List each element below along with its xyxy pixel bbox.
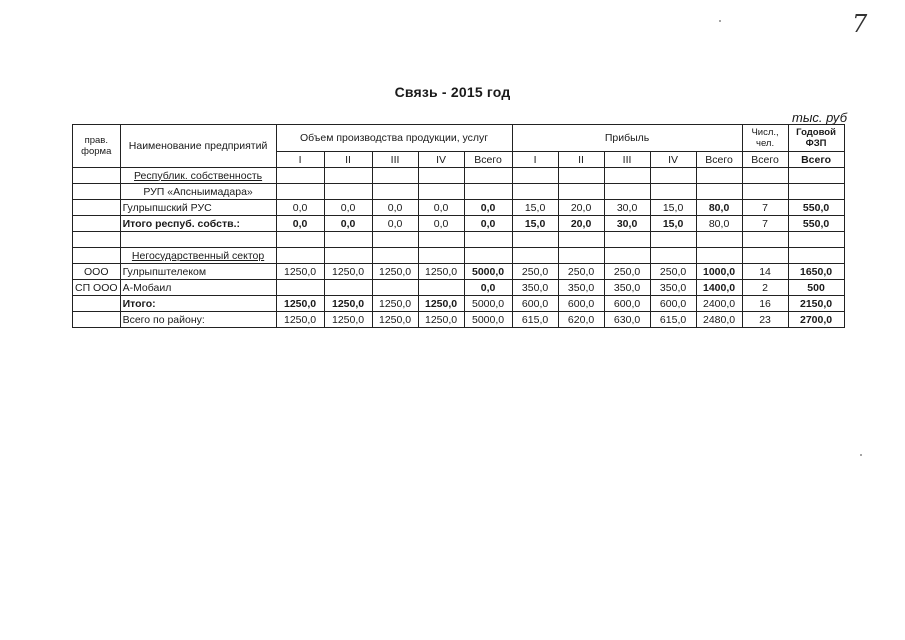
profit-q3: 600,0 [604, 296, 650, 312]
spacer-row [73, 232, 845, 248]
profit-total: 1400,0 [696, 280, 742, 296]
profit-q3: 350,0 [604, 280, 650, 296]
row-name: Итого респуб. собств.: [120, 216, 276, 232]
vol-q2: 0,0 [324, 200, 372, 216]
row-name: Гулрыпштелеком [120, 264, 276, 280]
table-row [73, 296, 845, 312]
profit-q2: 620,0 [558, 312, 604, 328]
section-nongov: Негосударственный сектор [120, 248, 276, 264]
header-prav-forma: прав. форма [73, 125, 121, 168]
vol-total: 5000,0 [464, 264, 512, 280]
unit-label: тыс. руб [792, 110, 848, 125]
profit-q2: 350,0 [558, 280, 604, 296]
profit-total: 80,0 [696, 200, 742, 216]
vol-q2-header: II [324, 152, 372, 168]
vol-q1: 1250,0 [276, 296, 324, 312]
report-table [72, 124, 845, 328]
vol-q3: 0,0 [372, 216, 418, 232]
profit-q4: 600,0 [650, 296, 696, 312]
scan-speck [719, 20, 721, 22]
profit-q4: 250,0 [650, 264, 696, 280]
profit-q2: 250,0 [558, 264, 604, 280]
section-republic: Республик. собственность [120, 168, 276, 184]
vol-q1: 1250,0 [276, 264, 324, 280]
header-fzp [788, 125, 844, 152]
profit-total: 2400,0 [696, 296, 742, 312]
fzp: 2700,0 [788, 312, 844, 328]
profit-q1: 615,0 [512, 312, 558, 328]
row-form [73, 200, 121, 216]
table-row [73, 312, 845, 328]
section-row-rup [73, 184, 845, 200]
header-profit: Прибыль [512, 125, 742, 152]
fzp: 550,0 [788, 200, 844, 216]
profit-q1: 350,0 [512, 280, 558, 296]
table-row [73, 200, 845, 216]
header-fzp-line1: Годовой [796, 127, 836, 138]
profit-total-header: Всего [696, 152, 742, 168]
vol-total: 0,0 [464, 200, 512, 216]
document-title: Связь - 2015 год [394, 84, 511, 100]
vol-q1-header: I [276, 152, 324, 168]
vol-q1: 1250,0 [276, 312, 324, 328]
vol-q4 [418, 280, 464, 296]
headcount: 2 [742, 280, 788, 296]
scan-speck [860, 454, 862, 456]
profit-q2: 600,0 [558, 296, 604, 312]
profit-q2: 20,0 [558, 216, 604, 232]
vol-q4-header: IV [418, 152, 464, 168]
profit-q4: 15,0 [650, 216, 696, 232]
vol-total: 0,0 [464, 216, 512, 232]
profit-q3: 630,0 [604, 312, 650, 328]
profit-q3: 30,0 [604, 216, 650, 232]
vol-q3: 1250,0 [372, 264, 418, 280]
headcount: 14 [742, 264, 788, 280]
row-form: СП ООО [73, 280, 121, 296]
profit-total: 1000,0 [696, 264, 742, 280]
profit-q4: 350,0 [650, 280, 696, 296]
headcount-total-header: Всего [742, 152, 788, 168]
vol-q2: 1250,0 [324, 296, 372, 312]
vol-total: 0,0 [464, 280, 512, 296]
profit-q1: 250,0 [512, 264, 558, 280]
profit-total: 80,0 [696, 216, 742, 232]
header-fzp-line2: ФЗП [805, 138, 827, 149]
fzp: 550,0 [788, 216, 844, 232]
vol-q3-header: III [372, 152, 418, 168]
header-name: Наименование предприятий [120, 125, 276, 168]
fzp: 500 [788, 280, 844, 296]
vol-total: 5000,0 [464, 296, 512, 312]
header-headcount: Числ., чел. [742, 125, 788, 152]
row-name: А-Мобаил [120, 280, 276, 296]
profit-q3-header: III [604, 152, 650, 168]
fzp-total-header: Всего [788, 152, 844, 168]
vol-q1: 0,0 [276, 200, 324, 216]
section-row-republic [73, 168, 845, 184]
profit-q4-header: IV [650, 152, 696, 168]
vol-q2: 0,0 [324, 216, 372, 232]
vol-total-header: Всего [464, 152, 512, 168]
vol-q1 [276, 280, 324, 296]
row-name: Итого: [120, 296, 276, 312]
profit-q1: 15,0 [512, 200, 558, 216]
headcount: 7 [742, 200, 788, 216]
profit-q3: 30,0 [604, 200, 650, 216]
row-name: Всего по району: [120, 312, 276, 328]
profit-q4: 15,0 [650, 200, 696, 216]
vol-total: 5000,0 [464, 312, 512, 328]
profit-total: 2480,0 [696, 312, 742, 328]
vol-q2: 1250,0 [324, 312, 372, 328]
row-form [73, 312, 121, 328]
section-row-nongov [73, 248, 845, 264]
page-number: 7 [852, 10, 868, 38]
row-form: ООО [73, 264, 121, 280]
vol-q2: 1250,0 [324, 264, 372, 280]
fzp: 2150,0 [788, 296, 844, 312]
vol-q3: 1250,0 [372, 312, 418, 328]
profit-q2: 20,0 [558, 200, 604, 216]
row-form [73, 296, 121, 312]
headcount: 23 [742, 312, 788, 328]
row-form [73, 216, 121, 232]
vol-q4: 1250,0 [418, 312, 464, 328]
profit-q4: 615,0 [650, 312, 696, 328]
table-row [73, 216, 845, 232]
header-row-1 [73, 125, 845, 152]
vol-q1: 0,0 [276, 216, 324, 232]
vol-q4: 1250,0 [418, 296, 464, 312]
fzp: 1650,0 [788, 264, 844, 280]
profit-q2-header: II [558, 152, 604, 168]
vol-q3: 0,0 [372, 200, 418, 216]
profit-q3: 250,0 [604, 264, 650, 280]
profit-q1-header: I [512, 152, 558, 168]
table-row [73, 264, 845, 280]
vol-q2 [324, 280, 372, 296]
vol-q4: 1250,0 [418, 264, 464, 280]
vol-q3: 1250,0 [372, 296, 418, 312]
row-name: Гулрыпшский РУС [120, 200, 276, 216]
section-rup: РУП «Апсныимадара» [120, 184, 276, 200]
profit-q1: 15,0 [512, 216, 558, 232]
vol-q4: 0,0 [418, 216, 464, 232]
header-volume: Объем производства продукции, услуг [276, 125, 512, 152]
table-row [73, 280, 845, 296]
profit-q1: 600,0 [512, 296, 558, 312]
vol-q3 [372, 280, 418, 296]
headcount: 7 [742, 216, 788, 232]
vol-q4: 0,0 [418, 200, 464, 216]
headcount: 16 [742, 296, 788, 312]
